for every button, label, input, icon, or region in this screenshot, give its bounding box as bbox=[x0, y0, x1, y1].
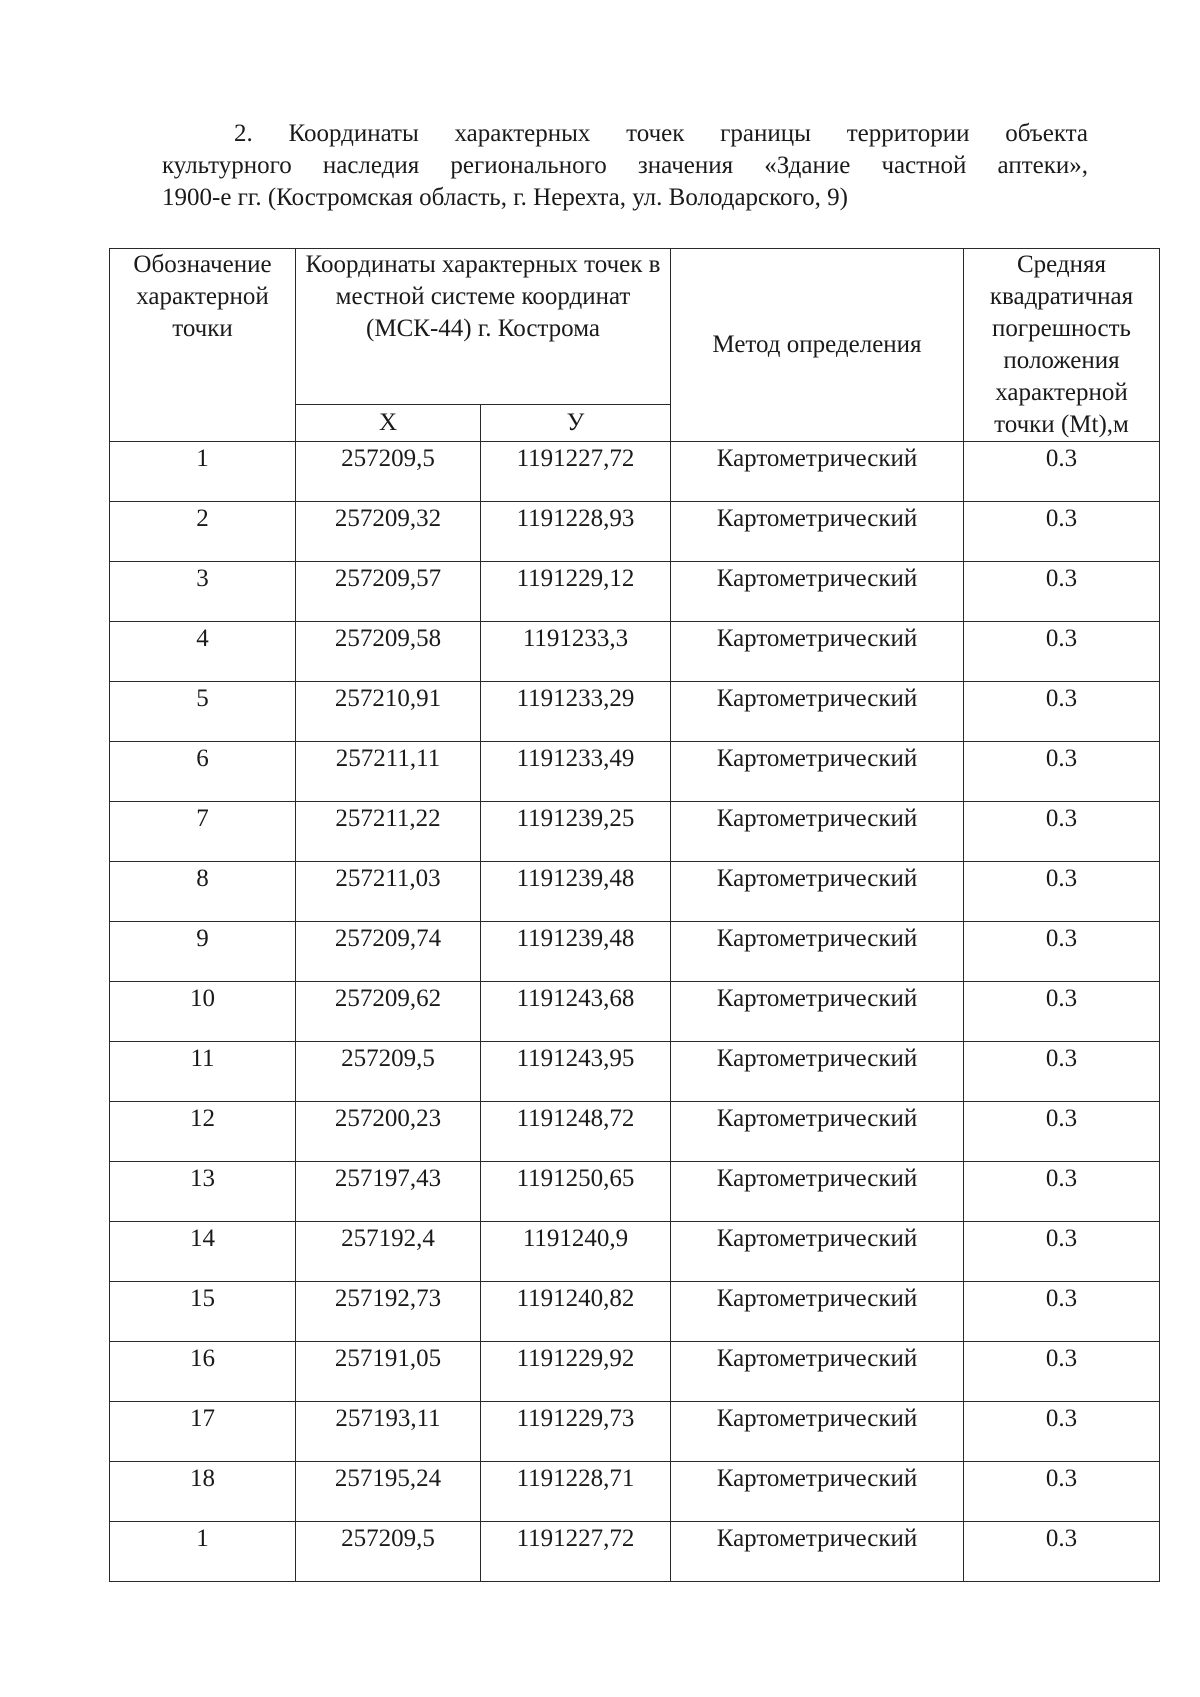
table-row bbox=[110, 862, 1160, 922]
table-row bbox=[110, 1522, 1160, 1582]
cell-method: Картометрический bbox=[671, 1402, 964, 1462]
cell-y: 1191227,72 bbox=[481, 442, 671, 502]
cell-error: 0.3 bbox=[964, 982, 1160, 1042]
cell-y: 1191228,93 bbox=[481, 502, 671, 562]
cell-error: 0.3 bbox=[964, 742, 1160, 802]
cell-point: 1 bbox=[110, 442, 296, 502]
cell-point: 8 bbox=[110, 862, 296, 922]
cell-method: Картометрический bbox=[671, 982, 964, 1042]
table-row bbox=[110, 1162, 1160, 1222]
table-row bbox=[110, 502, 1160, 562]
cell-error: 0.3 bbox=[964, 622, 1160, 682]
cell-point: 4 bbox=[110, 622, 296, 682]
cell-method: Картометрический bbox=[671, 1222, 964, 1282]
cell-method: Картометрический bbox=[671, 742, 964, 802]
cell-point: 1 bbox=[110, 1522, 296, 1582]
cell-error: 0.3 bbox=[964, 1102, 1160, 1162]
cell-method: Картометрический bbox=[671, 682, 964, 742]
cell-point: 11 bbox=[110, 1042, 296, 1102]
cell-y: 1191229,92 bbox=[481, 1342, 671, 1402]
cell-y: 1191250,65 bbox=[481, 1162, 671, 1222]
table-row bbox=[110, 982, 1160, 1042]
cell-point: 13 bbox=[110, 1162, 296, 1222]
table-row bbox=[110, 1102, 1160, 1162]
coordinates-table bbox=[109, 248, 1160, 1582]
heading-line-2: культурного наследия регионального значения «Здание частной аптеки», bbox=[162, 152, 1088, 179]
cell-point: 12 bbox=[110, 1102, 296, 1162]
table-row bbox=[110, 802, 1160, 862]
cell-x: 257209,74 bbox=[296, 922, 481, 982]
cell-point: 14 bbox=[110, 1222, 296, 1282]
cell-method: Картометрический bbox=[671, 922, 964, 982]
table-row bbox=[110, 1042, 1160, 1102]
cell-y: 1191240,9 bbox=[481, 1222, 671, 1282]
cell-y: 1191239,48 bbox=[481, 922, 671, 982]
cell-error: 0.3 bbox=[964, 562, 1160, 622]
cell-error: 0.3 bbox=[964, 682, 1160, 742]
cell-method: Картометрический bbox=[671, 862, 964, 922]
table-row bbox=[110, 1462, 1160, 1522]
cell-y: 1191228,71 bbox=[481, 1462, 671, 1522]
cell-y: 1191227,72 bbox=[481, 1522, 671, 1582]
header-method: Метод определения bbox=[671, 249, 964, 442]
header-point: Обозначение характерной точки bbox=[110, 249, 296, 442]
cell-x: 257209,57 bbox=[296, 562, 481, 622]
table-row bbox=[110, 682, 1160, 742]
cell-y: 1191243,68 bbox=[481, 982, 671, 1042]
cell-x: 257209,5 bbox=[296, 1522, 481, 1582]
cell-point: 16 bbox=[110, 1342, 296, 1402]
header-coordinates: Координаты характерных точек в местной системе координат (МСК-44) г. Кострома bbox=[296, 249, 671, 405]
cell-y: 1191229,73 bbox=[481, 1402, 671, 1462]
cell-method: Картометрический bbox=[671, 1102, 964, 1162]
cell-method: Картометрический bbox=[671, 1162, 964, 1222]
cell-method: Картометрический bbox=[671, 622, 964, 682]
cell-point: 3 bbox=[110, 562, 296, 622]
cell-x: 257197,43 bbox=[296, 1162, 481, 1222]
cell-x: 257211,22 bbox=[296, 802, 481, 862]
cell-method: Картометрический bbox=[671, 1282, 964, 1342]
table-body bbox=[110, 442, 1160, 1582]
header-error: Средняя квадратичная погрешность положения характерной точки (Mt),м bbox=[964, 249, 1160, 442]
cell-error: 0.3 bbox=[964, 1402, 1160, 1462]
table-row bbox=[110, 562, 1160, 622]
cell-error: 0.3 bbox=[964, 802, 1160, 862]
cell-point: 7 bbox=[110, 802, 296, 862]
cell-y: 1191229,12 bbox=[481, 562, 671, 622]
cell-method: Картометрический bbox=[671, 802, 964, 862]
cell-x: 257209,5 bbox=[296, 1042, 481, 1102]
cell-error: 0.3 bbox=[964, 442, 1160, 502]
cell-x: 257191,05 bbox=[296, 1342, 481, 1402]
section-heading bbox=[162, 118, 1088, 214]
cell-point: 6 bbox=[110, 742, 296, 802]
cell-point: 10 bbox=[110, 982, 296, 1042]
cell-error: 0.3 bbox=[964, 1522, 1160, 1582]
heading-line-3: 1900-е гг. (Костромская область, г. Нерехта, ул. Володарского, 9) bbox=[162, 184, 848, 211]
table-row bbox=[110, 622, 1160, 682]
cell-error: 0.3 bbox=[964, 1462, 1160, 1522]
cell-method: Картометрический bbox=[671, 1342, 964, 1402]
cell-y: 1191239,25 bbox=[481, 802, 671, 862]
cell-method: Картометрический bbox=[671, 442, 964, 502]
header-y: У bbox=[481, 404, 671, 441]
table-row bbox=[110, 1222, 1160, 1282]
table-row bbox=[110, 1282, 1160, 1342]
header-x: X bbox=[296, 404, 481, 441]
cell-x: 257200,23 bbox=[296, 1102, 481, 1162]
cell-method: Картометрический bbox=[671, 1522, 964, 1582]
cell-y: 1191248,72 bbox=[481, 1102, 671, 1162]
cell-y: 1191233,49 bbox=[481, 742, 671, 802]
cell-x: 257209,62 bbox=[296, 982, 481, 1042]
cell-y: 1191240,82 bbox=[481, 1282, 671, 1342]
cell-x: 257195,24 bbox=[296, 1462, 481, 1522]
cell-method: Картометрический bbox=[671, 1462, 964, 1522]
cell-y: 1191239,48 bbox=[481, 862, 671, 922]
cell-error: 0.3 bbox=[964, 1282, 1160, 1342]
cell-x: 257193,11 bbox=[296, 1402, 481, 1462]
cell-x: 257192,73 bbox=[296, 1282, 481, 1342]
cell-error: 0.3 bbox=[964, 1042, 1160, 1102]
cell-x: 257209,32 bbox=[296, 502, 481, 562]
heading-line-1: 2. Координаты характерных точек границы территории объекта bbox=[234, 120, 1088, 147]
cell-error: 0.3 bbox=[964, 862, 1160, 922]
table-row bbox=[110, 742, 1160, 802]
cell-y: 1191233,3 bbox=[481, 622, 671, 682]
cell-point: 18 bbox=[110, 1462, 296, 1522]
cell-error: 0.3 bbox=[964, 1342, 1160, 1402]
cell-x: 257209,58 bbox=[296, 622, 481, 682]
cell-x: 257210,91 bbox=[296, 682, 481, 742]
table-header-row bbox=[110, 249, 1160, 405]
table-row bbox=[110, 922, 1160, 982]
cell-point: 17 bbox=[110, 1402, 296, 1462]
cell-method: Картометрический bbox=[671, 502, 964, 562]
cell-error: 0.3 bbox=[964, 922, 1160, 982]
cell-error: 0.3 bbox=[964, 1222, 1160, 1282]
cell-point: 15 bbox=[110, 1282, 296, 1342]
table-row bbox=[110, 442, 1160, 502]
cell-y: 1191233,29 bbox=[481, 682, 671, 742]
cell-error: 0.3 bbox=[964, 1162, 1160, 1222]
table-row bbox=[110, 1402, 1160, 1462]
cell-error: 0.3 bbox=[964, 502, 1160, 562]
cell-y: 1191243,95 bbox=[481, 1042, 671, 1102]
cell-method: Картометрический bbox=[671, 562, 964, 622]
cell-point: 2 bbox=[110, 502, 296, 562]
cell-method: Картометрический bbox=[671, 1042, 964, 1102]
cell-point: 5 bbox=[110, 682, 296, 742]
cell-x: 257211,03 bbox=[296, 862, 481, 922]
cell-x: 257209,5 bbox=[296, 442, 481, 502]
cell-point: 9 bbox=[110, 922, 296, 982]
cell-x: 257192,4 bbox=[296, 1222, 481, 1282]
table-row bbox=[110, 1342, 1160, 1402]
cell-x: 257211,11 bbox=[296, 742, 481, 802]
